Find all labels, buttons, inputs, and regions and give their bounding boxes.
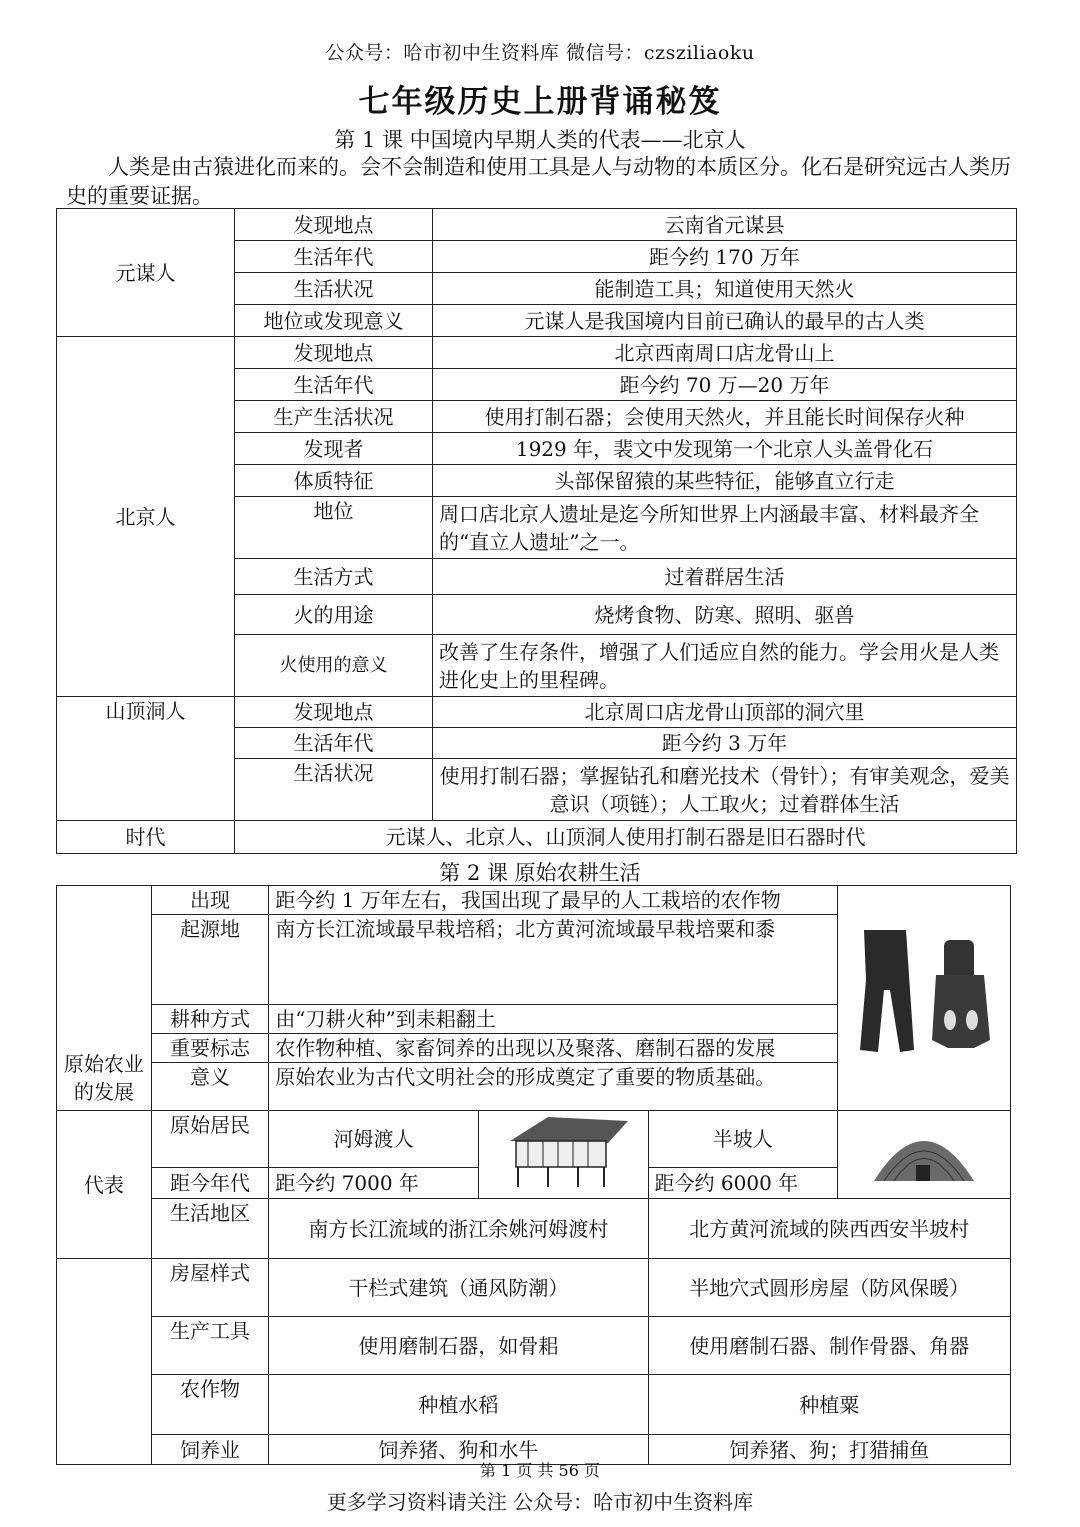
row-label: 生产工具 [151,1317,269,1375]
hemudu-value: 干栏式建筑（通风防潮） [269,1259,648,1317]
banpo-house-image [837,1111,1010,1199]
row-label: 发现地点 [235,209,433,241]
row-label: 生活年代 [235,369,433,401]
row-label: 农作物 [151,1375,269,1435]
group-comparison [57,1259,152,1465]
stone-tool-icon [844,920,1004,1070]
row-value: 距今约 170 万年 [433,241,1017,273]
row-label: 耕种方式 [151,1005,269,1034]
row-label: 意义 [151,1063,269,1111]
row-value: 云南省元谋县 [433,209,1017,241]
row-label: 房屋样式 [151,1259,269,1317]
hemudu-years: 距今约 7000 年 [269,1168,478,1199]
lesson-2-heading: 第 2 课 原始农耕生活 [439,861,641,885]
row-value: 原始农业为古代文明社会的形成奠定了重要的物质基础。 [269,1063,838,1111]
row-value: 使用打制石器；会使用天然火，并且能长时间保存火种 [433,401,1017,433]
lesson-1-table [56,208,1017,854]
row-label: 原始居民 [151,1111,269,1168]
group-agriculture: 原始农业的发展 [57,886,152,1111]
footer-note: 更多学习资料请关注 公众号：哈市初中生资料库 [326,1490,754,1514]
row-value: 过着群居生活 [433,559,1017,595]
row-label: 生活状况 [235,273,433,305]
banpo-name: 半坡人 [648,1111,837,1168]
row-label: 发现地点 [235,697,433,728]
row-label: 地位 [235,497,433,559]
banpo-value: 半地穴式圆形房屋（防风保暖） [648,1259,1010,1317]
row-value: 头部保留猿的某些特征，能够直立行走 [433,465,1017,497]
row-label: 生产生活状况 [235,401,433,433]
era-value: 元谋人、北京人、山顶洞人使用打制石器是旧石器时代 [235,821,1017,854]
row-value: 距今约 1 万年左右，我国出现了最早的人工栽培的农作物 [269,886,838,915]
row-label: 发现地点 [235,337,433,369]
row-label: 地位或发现意义 [235,305,433,337]
hemudu-value: 饲养猪、狗和水牛 [269,1435,648,1465]
lesson-1-heading: 第 1 课 中国境内早期人类的代表——北京人 [334,128,746,152]
row-label: 生活方式 [235,559,433,595]
row-label: 火的用途 [235,595,433,635]
document-title: 七年级历史上册背诵秘笈 [358,84,722,120]
banpo-years: 距今约 6000 年 [648,1168,837,1199]
round-hut-icon [864,1111,984,1191]
stone-tools-image [837,886,1010,1111]
group-shanding: 山顶洞人 [57,697,235,821]
row-value: 北京周口店龙骨山顶部的洞穴里 [433,697,1017,728]
era-label: 时代 [57,821,235,854]
row-value: 元谋人是我国境内目前已确认的最早的古人类 [433,305,1017,337]
row-value: 烧烤食物、防寒、照明、驱兽 [433,595,1017,635]
row-value: 周口店北京人遗址是迄今所知世界上内涵最丰富、材料最齐全的“直立人遗址”之一。 [433,497,1017,559]
hemudu-value: 种植水稻 [269,1375,648,1435]
banpo-value: 种植粟 [648,1375,1010,1435]
row-label: 生活年代 [235,728,433,759]
row-label: 体质特征 [235,465,433,497]
row-value: 北京西南周口店龙骨山上 [433,337,1017,369]
stilt-house-icon [488,1111,638,1191]
lesson-1-intro: 人类是由古猿进化而来的。会不会制造和使用工具是人与动物的本质区分。化石是研究远古人类历史的重要证据。 [66,155,1011,208]
hemudu-value: 使用磨制石器，如骨耜 [269,1317,648,1375]
group-beijing: 北京人 [57,337,235,697]
row-label: 距今年代 [151,1168,269,1199]
hemudu-area: 南方长江流域的浙江余姚河姆渡村 [269,1199,648,1259]
row-value: 距今约 70 万—20 万年 [433,369,1017,401]
row-value: 使用打制石器；掌握钻孔和磨光技术（骨针）；有审美观念，爱美意识（项链）；人工取火；过着群体生活 [433,759,1017,821]
row-label: 生活年代 [235,241,433,273]
hemudu-name: 河姆渡人 [269,1111,478,1168]
row-label: 饲养业 [151,1435,269,1465]
group-representatives: 代表 [57,1111,152,1259]
row-label: 出现 [151,886,269,915]
row-label: 生活地区 [151,1199,269,1259]
banpo-value: 使用磨制石器、制作骨器、角器 [648,1317,1010,1375]
page-header: 公众号：哈市初中生资料库 微信号：czsziliaoku [325,42,755,64]
banpo-area: 北方黄河流域的陕西西安半坡村 [648,1199,1010,1259]
row-value: 南方长江流域最早栽培稻；北方黄河流域最早栽培粟和黍 [269,915,838,1005]
row-value: 距今约 3 万年 [433,728,1017,759]
row-value: 1929 年，裴文中发现第一个北京人头盖骨化石 [433,433,1017,465]
row-label: 生活状况 [235,759,433,821]
row-label: 发现者 [235,433,433,465]
row-label: 起源地 [151,915,269,1005]
page-number: 第 1 页 共 56 页 [480,1461,600,1480]
row-label: 火使用的意义 [235,635,433,697]
row-value: 改善了生存条件，增强了人们适应自然的能力。学会用火是人类进化史上的里程碑。 [433,635,1017,697]
row-value: 能制造工具；知道使用天然火 [433,273,1017,305]
lesson-2-table [56,885,1011,1465]
group-yuanmou: 元谋人 [57,209,235,337]
row-value: 由“刀耕火种”到耒耜翻土 [269,1005,838,1034]
banpo-value: 饲养猪、狗；打猎捕鱼 [648,1435,1010,1465]
hemudu-house-image [478,1111,648,1199]
row-value: 农作物种植、家畜饲养的出现以及聚落、磨制石器的发展 [269,1034,838,1063]
row-label: 重要标志 [151,1034,269,1063]
